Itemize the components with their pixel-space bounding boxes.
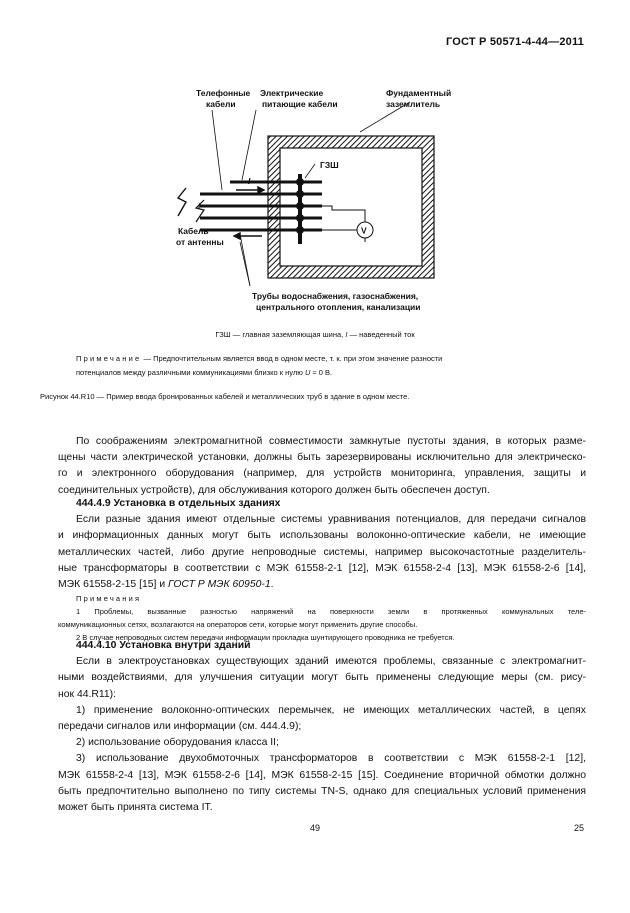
label-gzsh: ГЗШ xyxy=(320,160,339,170)
page-number-right: 25 xyxy=(573,823,584,833)
label-pipes-2: центрального отопления, канализации xyxy=(256,302,421,312)
label-current-in: I xyxy=(248,176,251,186)
label-power-1: Электрические xyxy=(260,88,324,98)
label-foundation-2: заземлитель xyxy=(386,99,441,109)
label-current-out: I xyxy=(198,201,201,211)
label-phone-1: Телефонные xyxy=(196,88,251,98)
section-heading: 444.4.9 Установка в отдельных зданиях xyxy=(76,498,281,509)
lightning-icon xyxy=(178,188,186,216)
voltmeter-label: V xyxy=(361,225,367,236)
document-header: ГОСТ Р 50571-4-44—2011 xyxy=(445,36,584,48)
cable-entry-diagram xyxy=(160,82,480,322)
figure-legend: ГЗШ — главная заземляющая шина, I — наведенный ток xyxy=(215,330,415,339)
label-antenna-1: Кабель xyxy=(178,226,209,236)
section-444-4-10: 444.4.10 Установка внутри зданий Если в электроустановках существующих зданий имеются проблемы, связанные с электромагнит- ными воздействиями, для улучшения ситуации могут быть применены следующие меры (см. рису- нок 44.R11): 1) применение волоконно-оптических перемычек, не имеющих металлических частей, в цепях передачи сигналов или информации (см. 444.4.9); 2) использование оборудования класса II; 3) использование двухобмоточных трансформаторов в соответствии с МЭК 61558-2-1 [12], МЭК 61558-2-4 [13], МЭК 61558-2-6 [14], МЭК 61558-2-15 [15]. Соединение вторичной обмотки должно быть предпочтительно выполнено по типу системы TN-S, однако для специальных условий применения может быть принята система IT. xyxy=(58,640,586,814)
section-444-4-9: 444.4.9 Установка в отдельных зданиях Если разные здания имеют отдельные системы уравнивания потенциалов, для передачи сигналов и информационных данных могут быть использованы волоконно-оптические кабели, не имеющие металлических частей, либо другие непроводные системы, например высокочастотные разделитель- ные трансформаторы в соответствии с МЭК 61558-2-1 [12], МЭК 61558-2-4 [13], МЭК 61558-2-6 [14], МЭК 61558-2-15 [15] и ГОСТ Р МЭК 60950-1. xyxy=(58,498,586,591)
section-heading: 444.4.10 Установка внутри зданий xyxy=(76,640,251,651)
label-antenna-2: от антенны xyxy=(176,237,224,247)
notes-444-4-9: Примечания 1 Проблемы, вызванные разностью напряжений на поверхности земли в протяженных коммунальных теле- коммуникационных сетях, возлагаются на операторов сети, которые могут применить другие способы. 2 В случае непроводных систем передачи информации прокладка шунтирующего проводника не требуется. xyxy=(58,594,586,642)
figure-note: Примечание — Предпочтительным является ввод в одном месте, т. к. при этом значение разности потенциалов между различными коммуникациями близко к нулю U ≈ 0 В. xyxy=(76,354,443,377)
page-number-center: 49 xyxy=(309,823,320,833)
label-pipes-1: Трубы водоснабжения, газоснабжения, xyxy=(252,291,419,301)
label-foundation-1: Фундаментный xyxy=(386,88,452,98)
label-phone-2: кабели xyxy=(206,99,236,109)
paragraph-emc: По соображениям электромагнитной совместимости замкнутые пустоты здания, в которых разме- щены части электрической установки, должны быть зарезервированы исключительно для электрическо- го и электронного оборудования (например, для устройств мониторинга, управления, защиты и соединительных устройств), для обслуживания которого должен быть обеспечен доступ. xyxy=(58,436,586,496)
figure-title: Рисунок 44.R10 — Пример ввода бронированных кабелей и металлических труб в здание в одном месте. xyxy=(40,392,410,401)
label-power-2: питающие кабели xyxy=(262,99,338,109)
